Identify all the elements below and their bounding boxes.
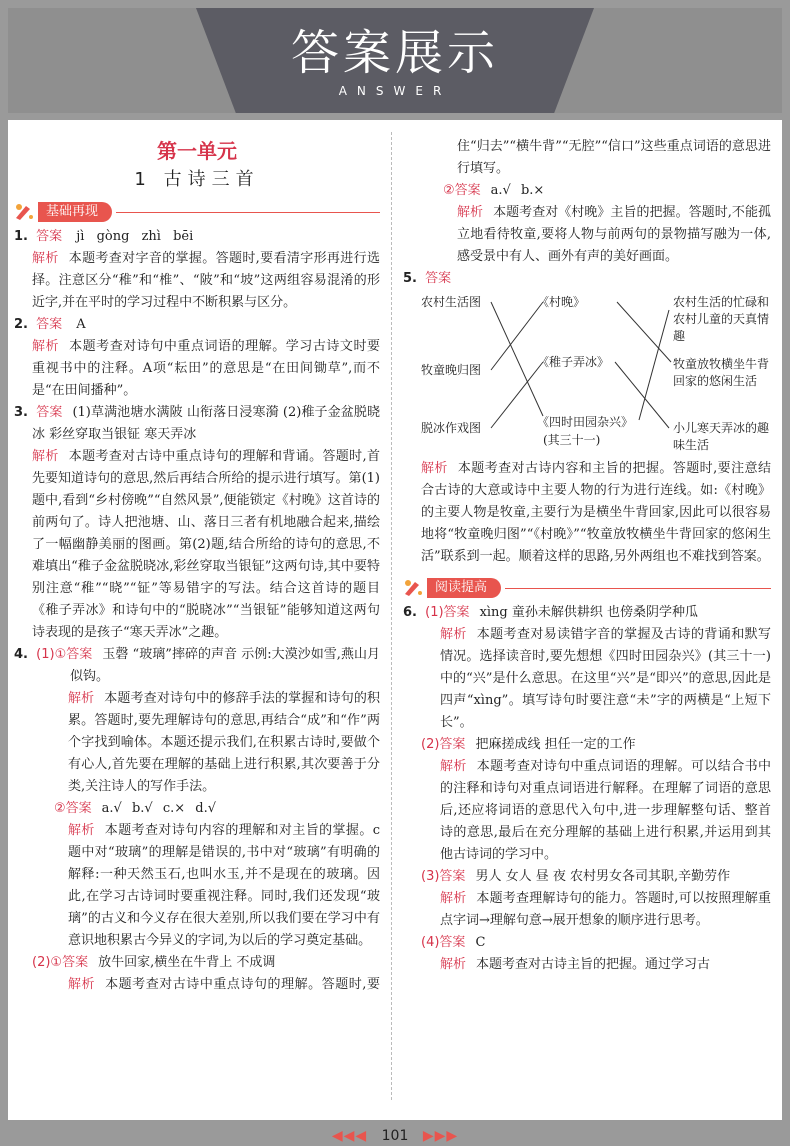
answer-label: 答案 (439, 935, 466, 950)
q4-p2b-analysis-text: 本题考查对《村晚》主旨的把握。答题时,不能孤立地看待牧童,要将人物与前两句的景物描写融为一体,感受景中有人、画外有声的美好画面。 (457, 205, 771, 264)
answer-label: 答案 (62, 955, 89, 970)
answer-label: 答案 (443, 605, 470, 620)
analysis-label: 解析 (440, 891, 467, 906)
q4-p2a-analysis-overflow (457, 136, 771, 180)
pencil-star-icon (14, 202, 36, 222)
q2-analysis (14, 336, 380, 402)
q6-p3-marker: (3) (421, 869, 440, 884)
q6-p3-analysis (403, 888, 771, 932)
q1-number: 1. (14, 229, 28, 244)
banner-title: 答案展示 (290, 25, 499, 81)
section-rule (505, 588, 771, 589)
q2-answer-line (14, 314, 380, 336)
match-right-1: 农村生活的忙碌和农村儿童的天真情趣 (673, 295, 770, 343)
q6-p4-analysis (403, 954, 771, 976)
q4-p1a-analysis (14, 688, 380, 798)
q1-analysis-text: 本题考查对字音的掌握。答题时,要看清字形再进行选择。注意区分“稚”和“椎”、“陂”和“坡”这两组容易混淆的形近字,并在平时的学习过程中不断积累与区分。 (32, 251, 380, 310)
page-number: 101 (381, 1128, 409, 1144)
answer-label: 答案 (439, 869, 466, 884)
match-right-2: 牧童放牧横坐牛背回家的悠闲生活 (673, 357, 770, 388)
q1-answer-line (14, 226, 380, 248)
q2-number: 2. (14, 317, 28, 332)
q4-p1b-analysis-text: 本题考查对诗句内容的理解和对主旨的掌握。c题中对“玻璃”的理解是错误的,书中对“玻璃”有明确的解释:一种天然玉石,也叫水玉,并不是现在的玻璃。因此,在学习古诗词时要重视注释。同时,我们还发现“玻璃”的古义和今义存在很大差别,所以我们要在学习中有意识地积累古今异义的字词,为以后的学习奠定基础。 (68, 823, 380, 948)
q4-p1a-marker: (1)① (36, 647, 67, 662)
q6-p1-marker: (1) (425, 605, 444, 620)
analysis-label: 解析 (440, 957, 467, 972)
section-basic-label: 基础再现 (38, 202, 112, 222)
q2-analysis-text: 本题考查对诗句中重点词语的理解。学习古诗文时要重视书中的注释。A项“耘田”的意思是“在田间锄草”,而不是“在田间播种”。 (32, 339, 380, 398)
q6-p2-analysis-text: 本题考查对诗句中重点词语的理解。可以结合书中的注释和诗句对重点词语进行解释。在理解了词语的意思后,还应将词语的意思代入句中,进一步理解整句话、整首诗的意思,最后在充分理解的基础上进行积累,并运用到其他古诗词的学习中。 (440, 759, 771, 862)
q4-p2b-marker: ② (443, 183, 455, 198)
q5-analysis (403, 458, 771, 568)
q4-p1b-answer-text: a.√ b.√ c.× d.√ (101, 801, 217, 816)
banner-subtitle: ANSWER (338, 84, 452, 98)
q6-p4-analysis-text: 本题考查对古诗主旨的把握。通过学习古 (476, 957, 711, 972)
q3-analysis-text: 本题考查对古诗中重点诗句的理解和背诵。答题时,首先要知道诗句的意思,然后再结合所给的提示进行填写。第(1)题中,看到“乡村傍晚”“自然风景”,便能锁定《村晚》这首诗的前两句了。诗人把池塘、山、落日三者有机地融合起来,描绘了一幅幽静美丽的图画。第(2)题,结合所给的诗句的意思,不难填出“稚子金盆脱晓冰,彩丝穿取当银钲”这两句诗,其中要特别注意“稚”“晓”“钲”等易错字的写法。结合这首诗的题目《稚子弄冰》和诗句中的“脱晓冰”“当银钲”能够知道这两句诗表现的是孩子“寒天弄冰”之趣。 (32, 449, 380, 640)
answer-label: 答案 (66, 647, 93, 662)
analysis-label: 解析 (421, 461, 448, 476)
q6-number: 6. (403, 605, 417, 620)
match-middle-2: 《稚子弄冰》 (537, 355, 610, 369)
q2-answer: A (76, 317, 86, 332)
answer-label: 答案 (439, 737, 466, 752)
q4-p2a-analysis-text-cont: 住“归去”“横牛背”“无腔”“信口”这些重点词语的意思进行填写。 (457, 139, 771, 176)
q6-p4-answer (403, 932, 771, 954)
q6-p1-analysis-text: 本题考查对易读错字音的掌握及古诗的背诵和默写情况。选择读音时,要先想想《四时田园杂兴》(其三十一)中的“兴”是什么意思。在这里“兴”是“即兴”的意思,因此是四声“xìng”。填写诗句时要注意“未”字的两横是“上短下长”。 (440, 627, 771, 730)
q1-analysis (14, 248, 380, 314)
match-middle-3-sub: (其三十一) (543, 433, 601, 447)
analysis-label: 解析 (32, 251, 59, 266)
q6-p2-answer (403, 734, 771, 756)
next-arrows-icon: ▶▶▶ (422, 1128, 459, 1144)
q4-p2a-answer (14, 952, 380, 974)
q4-p2a-analysis-text: 本题考查对古诗中重点诗句的理解。答题时,要 (105, 977, 380, 992)
q3-analysis (14, 446, 380, 644)
q4-number: 4. (14, 647, 28, 662)
q4-p1b-analysis (14, 820, 380, 952)
section-reading (403, 576, 771, 600)
q6-p3-analysis-text: 本题考查理解诗句的能力。答题时,可以按照理解重点字词→理解句意→展开想象的顺序进行思考。 (440, 891, 771, 928)
analysis-label: 解析 (68, 977, 96, 992)
column-divider (391, 132, 392, 1100)
q3-answer: (1)草满池塘水满陂 山衔落日浸寒漪 (2)稚子金盆脱晓冰 彩丝穿取当银钲 寒天弄冰 (32, 405, 380, 442)
q4-p2a-analysis-continued (403, 136, 771, 180)
q6-p3-answer-text: 男人 女人 昼 夜 农村男女各司其职,辛勤劳作 (475, 869, 731, 884)
analysis-label: 解析 (457, 205, 484, 220)
q6-p4-answer-text: C (475, 935, 486, 950)
answer-label: 答案 (65, 801, 92, 816)
match-left-2: 牧童晚归图 (421, 363, 482, 377)
q4-p1b-marker: ② (54, 801, 66, 816)
q4-p2b-answer-text: a.√ b.× (490, 183, 545, 198)
q6-p2-answer-text: 把麻搓成线 担任一定的工作 (475, 737, 636, 752)
answer-label: 答案 (36, 317, 63, 332)
left-column (14, 136, 380, 996)
match-middle-3: 《四时田园杂兴》 (537, 415, 634, 429)
q3-answer-line (14, 402, 380, 446)
analysis-label: 解析 (68, 691, 95, 706)
q6-p3-answer (403, 866, 771, 888)
q6-p4-marker: (4) (421, 935, 440, 950)
section-rule (116, 212, 380, 213)
q4-p2a-marker: (2)① (32, 955, 63, 970)
match-left-1: 农村生活图 (421, 295, 482, 309)
q6-p1-analysis (403, 624, 771, 734)
analysis-label: 解析 (440, 759, 467, 774)
match-middle-1: 《村晚》 (537, 295, 586, 309)
q6-p1-answer (403, 602, 771, 624)
answer-label: 答案 (454, 183, 481, 198)
q5-number: 5. (403, 271, 417, 286)
q4-p2b-answer (403, 180, 771, 202)
page-footer (0, 1128, 790, 1144)
q4-p2a-analysis-start (14, 974, 380, 996)
q4-p1b-answer (14, 798, 380, 820)
lesson-title: 1 古诗三首 (134, 169, 260, 190)
analysis-label: 解析 (440, 627, 467, 642)
analysis-label: 解析 (32, 339, 60, 354)
unit-title: 第一单元 (157, 139, 237, 163)
q4-p2a-answer-text: 放牛回家,横坐在牛背上 不成调 (98, 955, 276, 970)
q4-p1a-analysis-text: 本题考查对诗句中的修辞手法的掌握和诗句的积累。答题时,要先理解诗句的意思,再结合“成”和“作”两个字找到喻体。本题还提示我们,在积累古诗时,要做个有心人,首先要在理解的基础上进行积累,其次要善于分类,关注诗人的写作手法。 (68, 691, 380, 794)
section-basic (14, 200, 380, 224)
right-column (403, 136, 771, 976)
q6-p1-answer-text: xìng 童孙未解供耕织 也傍桑阴学种瓜 (479, 605, 699, 620)
answer-label: 答案 (36, 405, 63, 420)
match-right-3: 小儿寒天弄冰的趣味生活 (673, 421, 770, 452)
q5-analysis-text: 本题考查对古诗内容和主旨的把握。答题时,要注意结合古诗的大意或诗中主要人物的行为进行连线。如:《村晚》的主要人物是牧童,主要行为是横坐牛背回家,因此可以很容易地将“牧童晚归图”“《村晚》”“牧童放牧横坐牛背回家的悠闲生活”联系到一起。顺着这样的思路,另外两组也不难找到答案。 (421, 461, 771, 564)
prev-arrows-icon: ◀◀◀ (331, 1128, 368, 1144)
q6-p2-analysis (403, 756, 771, 866)
q3-number: 3. (14, 405, 28, 420)
q1-answer: jì gòng zhì bēi (76, 229, 194, 244)
answer-label: 答案 (36, 229, 63, 244)
answer-label: 答案 (425, 271, 452, 286)
match-left-3: 脱冰作戏图 (421, 421, 482, 435)
matching-diagram (403, 290, 771, 458)
analysis-label: 解析 (32, 449, 59, 464)
q4-p1a-answer-text: 玉磬 “玻璃”摔碎的声音 示例:大漠沙如雪,燕山月似钩。 (70, 647, 380, 684)
section-reading-label: 阅读提高 (427, 578, 501, 598)
q6-p2-marker: (2) (421, 737, 440, 752)
q4-p2b-analysis (403, 202, 771, 268)
analysis-label: 解析 (68, 823, 95, 838)
pencil-star-icon (403, 578, 425, 598)
q5-answer-line (403, 268, 771, 290)
q4-p1a-answer (14, 644, 380, 688)
